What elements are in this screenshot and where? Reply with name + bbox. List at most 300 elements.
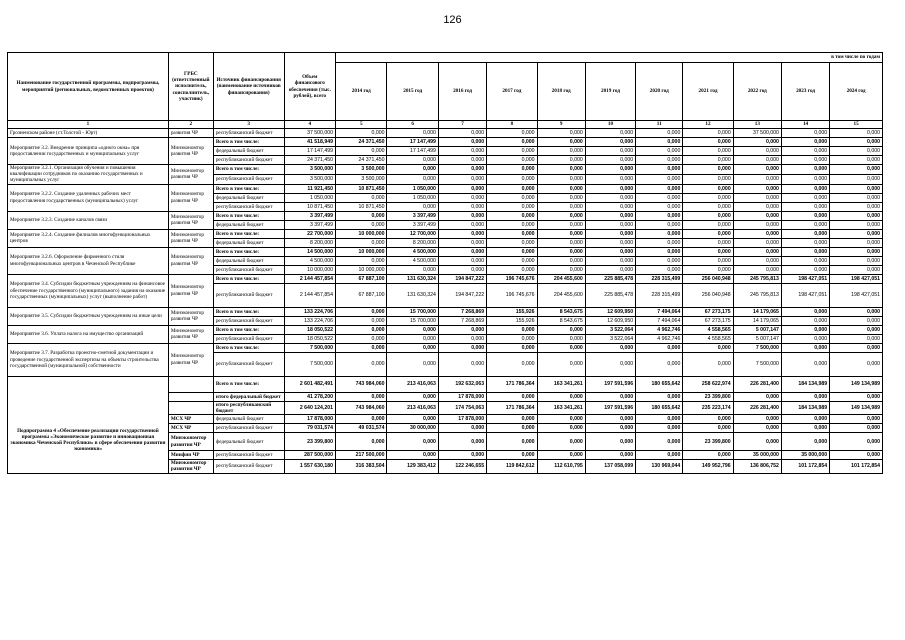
cell-value: 0,000: [336, 256, 387, 265]
cell-value: 3 397,499: [284, 211, 335, 220]
cell-value: 37 500,000: [284, 129, 335, 138]
cell-value: 0,000: [537, 451, 585, 460]
cell-value: 316 383,504: [336, 460, 387, 473]
grbs-cell: Минэкономтор развития ЧР: [168, 138, 213, 165]
header-name: Наименование государственной программы, подпрограммы, мероприятий (региональных, ведомственных проектов): [8, 53, 169, 121]
cell-value: 35 000,000: [733, 451, 781, 460]
cell-value: 0,000: [683, 138, 733, 147]
cell-value: 10 000,000: [336, 247, 387, 256]
cell-value: 196 745,676: [487, 283, 537, 307]
cell-value: 0,000: [683, 211, 733, 220]
cell-value: 0,000: [537, 334, 585, 343]
cell-value: 10 871,450: [336, 184, 387, 193]
cell-value: 0,000: [585, 220, 635, 229]
cell-value: 0,000: [336, 352, 387, 376]
cell-value: 0,000: [781, 352, 829, 376]
cell-value: 194 847,222: [438, 283, 486, 307]
cell-value: 0,000: [683, 229, 733, 238]
cell-value: 0,000: [537, 433, 585, 451]
header-year: 2014 год: [336, 63, 387, 121]
cell-value: 0,000: [781, 156, 829, 165]
grbs-cell: развития ЧР: [168, 129, 213, 138]
cell-value: 12 700,000: [387, 229, 438, 238]
cell-value: 0,000: [830, 211, 883, 220]
cell-value: 0,000: [781, 229, 829, 238]
cell-value: 0,000: [537, 220, 585, 229]
cell-value: 0,000: [387, 343, 438, 352]
cell-value: 204 455,600: [537, 274, 585, 283]
cell-value: 0,000: [438, 343, 486, 352]
cell-value: 0,000: [636, 229, 683, 238]
cell-value: 0,000: [487, 147, 537, 156]
cell-value: 0,000: [487, 343, 537, 352]
cell-value: 3 522,064: [585, 334, 635, 343]
header-year: 2015 год: [387, 63, 438, 121]
cell-value: 0,000: [336, 316, 387, 325]
cell-value: 0,000: [438, 174, 486, 184]
cell-value: 49 031,574: [336, 424, 387, 433]
cell-value: 743 984,060: [336, 376, 387, 392]
cell-value: 0,000: [537, 265, 585, 274]
source-cell: республиканский бюджет: [213, 265, 284, 274]
cell-value: 0,000: [781, 392, 829, 401]
financing-table: [7, 52, 883, 474]
cell-value: 0,000: [781, 174, 829, 184]
measure-name: Мероприятие 3.4. Субсидии бюджетным учреждениям на финансовое обеспечение государственного (муниципального) задания на оказание государственных (муниципальных) услуг (выполнение работ): [8, 274, 169, 307]
grbs-cell: [168, 392, 213, 401]
cell-value: 0,000: [830, 256, 883, 265]
header-total: Объем финансового обеспечения (тыс. рублей), всего: [284, 53, 335, 121]
table-row: [8, 211, 883, 220]
cell-value: 1 050,000: [387, 193, 438, 202]
measure-name: Мероприятие 3.6. Уплата налога на имущество организаций: [8, 325, 169, 343]
cell-value: 0,000: [830, 220, 883, 229]
grbs-cell: Минэкономтор развития ЧР: [168, 343, 213, 376]
cell-value: 14 179,065: [733, 307, 781, 316]
cell-value: 0,000: [781, 220, 829, 229]
table-row: [8, 247, 883, 256]
cell-value: 0,000: [733, 184, 781, 193]
cell-value: 137 058,099: [585, 460, 635, 473]
table-row: [8, 307, 883, 316]
cell-value: 0,000: [438, 156, 486, 165]
grbs-cell: Минфин ЧР: [168, 451, 213, 460]
cell-value: 0,000: [537, 247, 585, 256]
cell-value: 41 278,200: [284, 392, 335, 401]
source-cell: Всего в том числе:: [213, 343, 284, 352]
cell-value: 0,000: [537, 184, 585, 193]
cell-value: 0,000: [830, 265, 883, 274]
cell-value: 5 007,147: [733, 325, 781, 334]
cell-value: 3 397,499: [284, 220, 335, 229]
cell-value: 0,000: [781, 138, 829, 147]
cell-value: 0,000: [438, 451, 486, 460]
cell-value: 0,000: [733, 220, 781, 229]
cell-value: 101 172,854: [781, 460, 829, 473]
table-row: [8, 184, 883, 193]
source-cell: республиканский бюджет: [213, 460, 284, 473]
cell-value: 0,000: [438, 238, 486, 247]
source-cell: Всего в том числе:: [213, 138, 284, 147]
header-year: 2020 год: [636, 63, 683, 121]
grbs-cell: МСХ ЧР: [168, 415, 213, 424]
cell-value: 0,000: [537, 129, 585, 138]
grbs-cell: Минэкономтор развития ЧР: [168, 184, 213, 211]
cell-value: 197 591,596: [585, 376, 635, 392]
cell-value: 122 246,655: [438, 460, 486, 473]
source-cell: федеральный бюджет: [213, 238, 284, 247]
grbs-cell: [168, 376, 213, 392]
cell-value: 0,000: [636, 451, 683, 460]
cell-value: 0,000: [487, 238, 537, 247]
source-cell: Всего в том числе:: [213, 325, 284, 334]
cell-value: 198 427,051: [830, 283, 883, 307]
source-cell: республиканский бюджет: [213, 156, 284, 165]
column-index: 5: [336, 121, 387, 129]
cell-value: 3 500,000: [336, 174, 387, 184]
cell-value: 0,000: [438, 220, 486, 229]
source-cell: Всего в том числе:: [213, 376, 284, 392]
cell-value: 0,000: [585, 256, 635, 265]
cell-value: 0,000: [585, 147, 635, 156]
cell-value: 0,000: [781, 256, 829, 265]
cell-value: 0,000: [830, 325, 883, 334]
cell-value: 196 745,676: [487, 274, 537, 283]
cell-value: 0,000: [830, 238, 883, 247]
cell-value: 0,000: [585, 424, 635, 433]
cell-value: 0,000: [830, 129, 883, 138]
cell-value: 67 273,175: [683, 316, 733, 325]
cell-value: 41 518,949: [284, 138, 335, 147]
cell-value: 67 887,100: [336, 283, 387, 307]
cell-value: 7 268,869: [438, 316, 486, 325]
cell-value: 0,000: [830, 451, 883, 460]
header-year: 2018 год: [537, 63, 585, 121]
cell-value: 14 500,000: [284, 247, 335, 256]
cell-value: 0,000: [487, 392, 537, 401]
column-index: 10: [585, 121, 635, 129]
cell-value: 0,000: [683, 202, 733, 211]
cell-value: 0,000: [585, 343, 635, 352]
cell-value: 17 147,499: [387, 138, 438, 147]
cell-value: 155,926: [487, 316, 537, 325]
cell-value: 0,000: [683, 220, 733, 229]
cell-value: 0,000: [830, 202, 883, 211]
cell-value: 0,000: [438, 265, 486, 274]
cell-value: 0,000: [336, 433, 387, 451]
cell-value: 0,000: [683, 147, 733, 156]
header-source: Источник финансирования (наименование источников финансирования): [213, 53, 284, 121]
cell-value: 0,000: [438, 193, 486, 202]
cell-value: 0,000: [387, 334, 438, 343]
cell-value: 225 885,478: [585, 283, 635, 307]
cell-value: 0,000: [387, 165, 438, 175]
cell-value: 133 224,706: [284, 316, 335, 325]
cell-value: 0,000: [830, 229, 883, 238]
cell-value: 0,000: [683, 415, 733, 424]
page-number: 126: [443, 14, 462, 26]
source-cell: республиканский бюджет: [213, 202, 284, 211]
source-cell: Всего в том числе:: [213, 184, 284, 193]
measure-name: Мероприятие 3.7. Разработка проектно-сметной документации и проведение государственной экспертизы на объекты строительства государственной (муниципальной) собственности: [8, 343, 169, 376]
cell-value: 0,000: [537, 392, 585, 401]
cell-value: 0,000: [733, 147, 781, 156]
cell-value: 1 050,000: [284, 193, 335, 202]
cell-value: 0,000: [336, 392, 387, 401]
cell-value: 0,000: [585, 202, 635, 211]
cell-value: 0,000: [683, 451, 733, 460]
column-index: 14: [781, 121, 829, 129]
header-year: 2023 год: [781, 63, 829, 121]
cell-value: 184 134,989: [781, 376, 829, 392]
cell-value: 198 427,051: [830, 274, 883, 283]
column-index: 11: [636, 121, 683, 129]
cell-value: 0,000: [537, 147, 585, 156]
cell-value: 0,000: [438, 352, 486, 376]
cell-value: 4 558,565: [683, 334, 733, 343]
cell-value: 8 200,000: [284, 238, 335, 247]
cell-value: 0,000: [387, 415, 438, 424]
cell-value: 217 500,000: [336, 451, 387, 460]
cell-value: 14 179,065: [733, 316, 781, 325]
cell-value: 15 700,000: [387, 316, 438, 325]
grbs-cell: Минэкономтор развития ЧР: [168, 460, 213, 473]
cell-value: 0,000: [683, 343, 733, 352]
cell-value: 23 399,800: [284, 433, 335, 451]
cell-value: 7 500,000: [284, 352, 335, 376]
cell-value: 0,000: [683, 193, 733, 202]
cell-value: 0,000: [537, 138, 585, 147]
cell-value: 0,000: [636, 352, 683, 376]
cell-value: 0,000: [636, 211, 683, 220]
cell-value: 7 494,064: [636, 316, 683, 325]
table-row: [8, 325, 883, 334]
cell-value: 0,000: [683, 424, 733, 433]
cell-value: 0,000: [336, 220, 387, 229]
cell-value: 119 842,612: [487, 460, 537, 473]
source-cell: Всего в том числе:: [213, 274, 284, 283]
measure-name: Мероприятие 3.2.4. Создание филиалов многофункциональных центров: [8, 229, 169, 247]
column-index: 2: [168, 121, 213, 129]
source-cell: республиканский бюджет: [213, 451, 284, 460]
source-cell: Всего в том числе:: [213, 211, 284, 220]
cell-value: 0,000: [487, 265, 537, 274]
cell-value: 0,000: [336, 238, 387, 247]
cell-value: 2 601 482,491: [284, 376, 335, 392]
grbs-cell: Минэкономтор развития ЧР: [168, 274, 213, 307]
cell-value: 17 878,000: [438, 415, 486, 424]
column-index: 7: [438, 121, 486, 129]
cell-value: 0,000: [487, 165, 537, 175]
cell-value: 245 795,813: [733, 274, 781, 283]
column-index: 6: [387, 121, 438, 129]
cell-value: 0,000: [781, 129, 829, 138]
cell-value: 4 500,000: [387, 247, 438, 256]
source-cell: итого федеральный бюджет: [213, 392, 284, 401]
cell-value: 213 416,063: [387, 401, 438, 414]
column-index: 4: [284, 121, 335, 129]
cell-value: 0,000: [733, 247, 781, 256]
cell-value: 0,000: [636, 156, 683, 165]
cell-value: 15 700,000: [387, 307, 438, 316]
source-cell: федеральный бюджет: [213, 220, 284, 229]
cell-value: 0,000: [487, 129, 537, 138]
cell-value: 0,000: [636, 184, 683, 193]
cell-value: 0,000: [781, 325, 829, 334]
cell-value: 0,000: [585, 184, 635, 193]
source-cell: федеральный бюджет: [213, 415, 284, 424]
measure-name: Мероприятие 3.2.6. Оформление фирменного стиля многофункциональных центров в Чеченской Республике: [8, 247, 169, 274]
cell-value: 0,000: [438, 165, 486, 175]
cell-value: 35 000,000: [781, 451, 829, 460]
column-index: 15: [830, 121, 883, 129]
source-cell: итого республиканский бюджет: [213, 401, 284, 414]
cell-value: 0,000: [537, 156, 585, 165]
cell-value: 0,000: [487, 424, 537, 433]
cell-value: 3 397,499: [387, 211, 438, 220]
cell-value: 0,000: [387, 202, 438, 211]
cell-value: 0,000: [733, 424, 781, 433]
cell-value: 0,000: [781, 147, 829, 156]
cell-value: 17 878,000: [284, 415, 335, 424]
cell-value: 37 500,000: [733, 129, 781, 138]
cell-value: 0,000: [830, 334, 883, 343]
cell-value: 4 962,746: [636, 334, 683, 343]
cell-value: 0,000: [487, 202, 537, 211]
cell-value: 7 500,000: [284, 343, 335, 352]
header-year: 2021 год: [683, 63, 733, 121]
cell-value: 1 557 630,180: [284, 460, 335, 473]
cell-value: 0,000: [636, 424, 683, 433]
cell-value: 131 630,324: [387, 274, 438, 283]
cell-value: 0,000: [830, 392, 883, 401]
cell-value: 0,000: [733, 211, 781, 220]
cell-value: 743 984,060: [336, 401, 387, 414]
cell-value: 0,000: [387, 129, 438, 138]
table-row: [8, 343, 883, 352]
cell-value: 0,000: [487, 156, 537, 165]
cell-value: 0,000: [636, 433, 683, 451]
cell-value: 174 754,063: [438, 401, 486, 414]
cell-value: 12 609,950: [585, 307, 635, 316]
cell-value: 149 952,796: [683, 460, 733, 473]
cell-value: 0,000: [733, 138, 781, 147]
column-index: 9: [537, 121, 585, 129]
cell-value: 0,000: [336, 325, 387, 334]
cell-value: 7 268,869: [438, 307, 486, 316]
cell-value: 0,000: [487, 138, 537, 147]
cell-value: 0,000: [537, 229, 585, 238]
cell-value: 23 399,800: [683, 433, 733, 451]
cell-value: 10 000,000: [336, 229, 387, 238]
cell-value: 0,000: [636, 129, 683, 138]
cell-value: 0,000: [585, 138, 635, 147]
grbs-cell: Минэкономтор развития ЧР: [168, 433, 213, 451]
source-cell: республиканский бюджет: [213, 316, 284, 325]
cell-value: 0,000: [683, 238, 733, 247]
cell-value: 171 786,364: [487, 376, 537, 392]
cell-value: 67 273,175: [683, 307, 733, 316]
cell-value: 258 622,974: [683, 376, 733, 392]
cell-value: 180 655,642: [636, 401, 683, 414]
cell-value: 226 281,400: [733, 376, 781, 392]
cell-value: 0,000: [781, 424, 829, 433]
cell-value: 0,000: [585, 165, 635, 175]
cell-value: 155,926: [487, 307, 537, 316]
source-cell: федеральный бюджет: [213, 147, 284, 156]
cell-value: 0,000: [733, 156, 781, 165]
cell-value: 0,000: [438, 325, 486, 334]
cell-value: 0,000: [733, 229, 781, 238]
cell-value: 4 962,746: [636, 325, 683, 334]
cell-value: 0,000: [733, 256, 781, 265]
cell-value: 0,000: [636, 415, 683, 424]
cell-value: 0,000: [537, 174, 585, 184]
cell-value: 0,000: [387, 174, 438, 184]
grbs-cell: Минэкономтор развития ЧР: [168, 325, 213, 343]
cell-value: 0,000: [781, 202, 829, 211]
cell-value: 0,000: [438, 247, 486, 256]
cell-value: 130 969,044: [636, 460, 683, 473]
cell-value: 0,000: [830, 174, 883, 184]
cell-value: 12 609,950: [585, 316, 635, 325]
cell-value: 0,000: [781, 307, 829, 316]
cell-value: 24 371,450: [336, 138, 387, 147]
cell-value: 0,000: [336, 147, 387, 156]
measure-name: Мероприятие 3.2.3. Создание каналов связи: [8, 211, 169, 229]
cell-value: 0,000: [438, 129, 486, 138]
cell-value: 129 383,412: [387, 460, 438, 473]
cell-value: 0,000: [438, 202, 486, 211]
cell-value: 149 134,989: [830, 376, 883, 392]
cell-value: 0,000: [585, 174, 635, 184]
cell-value: 194 847,222: [438, 274, 486, 283]
cell-value: 0,000: [636, 138, 683, 147]
cell-value: 0,000: [537, 238, 585, 247]
cell-value: 0,000: [781, 316, 829, 325]
cell-value: 0,000: [683, 247, 733, 256]
cell-value: 0,000: [387, 433, 438, 451]
cell-value: 226 281,400: [733, 401, 781, 414]
source-cell: республиканский бюджет: [213, 283, 284, 307]
cell-value: 2 144 457,854: [284, 274, 335, 283]
cell-value: 0,000: [781, 184, 829, 193]
column-index: 3: [213, 121, 284, 129]
cell-value: 0,000: [830, 343, 883, 352]
header-year: 2024 год: [830, 63, 883, 121]
cell-value: 0,000: [487, 211, 537, 220]
cell-value: 0,000: [438, 334, 486, 343]
cell-value: 0,000: [636, 202, 683, 211]
header-year: 2022 год: [733, 63, 781, 121]
cell-value: 17 878,000: [438, 392, 486, 401]
grbs-cell: МСХ ЧР: [168, 424, 213, 433]
cell-value: 131 630,324: [387, 283, 438, 307]
cell-value: 0,000: [438, 424, 486, 433]
source-cell: республиканский бюджет: [213, 129, 284, 138]
cell-value: 24 371,450: [336, 156, 387, 165]
cell-value: 0,000: [487, 174, 537, 184]
cell-value: 0,000: [585, 451, 635, 460]
cell-value: 24 371,450: [284, 156, 335, 165]
cell-value: 17 147,499: [284, 147, 335, 156]
cell-value: 256 040,948: [683, 274, 733, 283]
source-cell: федеральный бюджет: [213, 256, 284, 265]
cell-value: 171 786,364: [487, 401, 537, 414]
cell-value: 0,000: [537, 211, 585, 220]
cell-value: 67 887,100: [336, 274, 387, 283]
cell-value: 0,000: [487, 334, 537, 343]
